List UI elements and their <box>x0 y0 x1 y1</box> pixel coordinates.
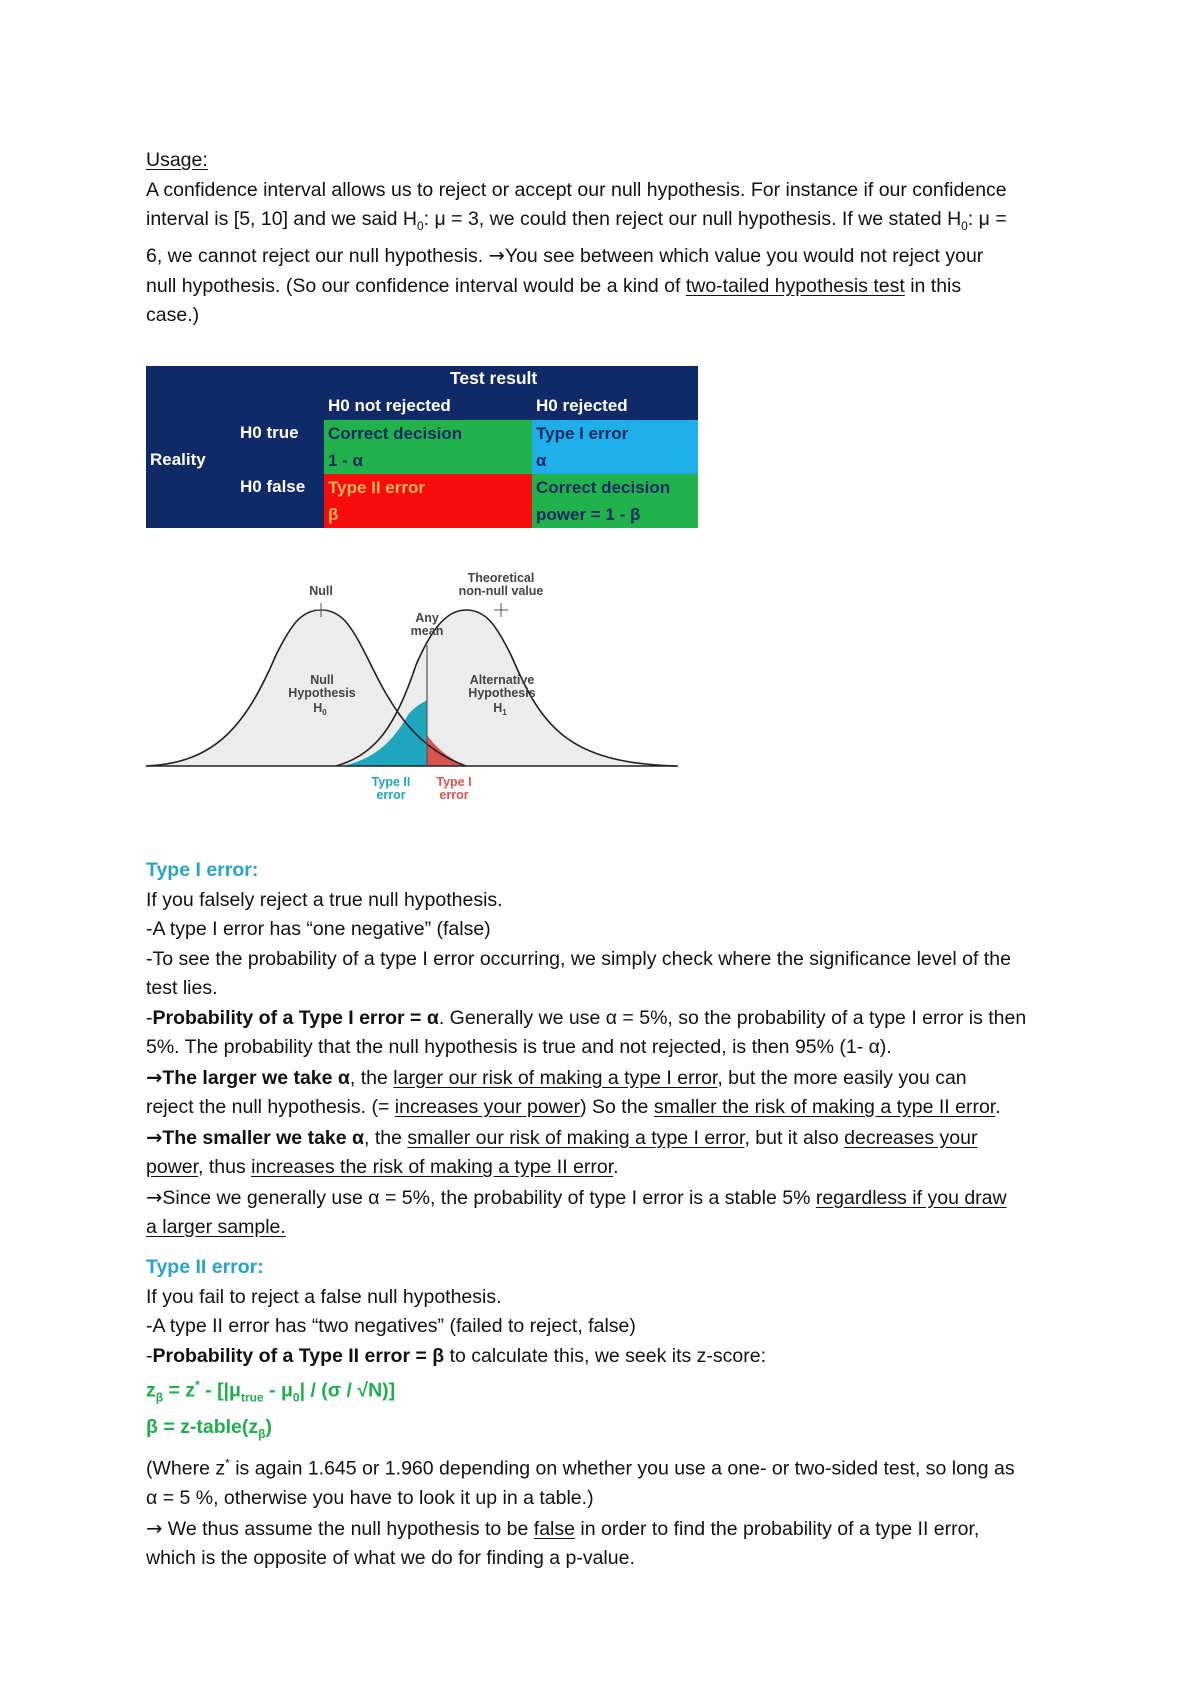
arrow-icon: → <box>146 1516 163 1540</box>
h0-true-label: H0 true <box>240 423 299 442</box>
type1-line-10: power, thus increases the risk of making a type II error. <box>146 1156 619 1178</box>
alt-hyp-label-1: Alternative <box>469 673 535 687</box>
null-hyp-label-1: Null <box>310 673 334 687</box>
usage-section <box>146 146 1066 331</box>
type2-line-6: → We thus assume the null hypothesis to be false in order to find the probability of a type II error, <box>146 1516 980 1540</box>
usage-line-5: case.) <box>146 304 200 327</box>
type1-line-5: -Probability of a Type I error = α. Generally we use α = 5%, so the probability of a type I error is then <box>146 1006 1027 1029</box>
type1-line-3: -To see the probability of a type I error occurring, we simply check where the significance level of the <box>146 947 1011 970</box>
distribution-figure <box>146 555 686 810</box>
h0-rejected-label: H0 rejected <box>536 396 628 415</box>
theoretical-label-1: Theoretical <box>467 571 535 585</box>
type1-line-8: reject the null hypothesis. (= increases your power) So the smaller the risk of making a type II error. <box>146 1096 1001 1118</box>
type1-line-4: test lies. <box>146 977 218 999</box>
arrow-icon: → <box>146 1065 163 1089</box>
type2-label-1: Type II <box>371 775 411 789</box>
reality-label: Reality <box>150 450 206 469</box>
type1-label-1: Type I <box>436 775 472 789</box>
type2-line-5: α = 5 %, otherwise you have to look it up in a table.) <box>146 1487 594 1510</box>
two-tailed-link: two-tailed hypothesis test <box>685 274 905 297</box>
type2-line-1: If you fail to reject a false null hypothesis. <box>146 1285 502 1308</box>
type2-line-2: -A type II error has “two negatives” (failed to reject, false) <box>146 1315 636 1337</box>
usage-line-2: interval is [5, 10] and we said $H_0$: μ = 3, we could then reject our null hypothesis. If we stated $H_0$: μ = <box>146 208 1007 233</box>
null-hyp-label-3: $H_0$ <box>313 701 327 717</box>
type1-line-11: →Since we generally use α = 5%, the probability of type I error is a stable 5% regardless if you draw <box>146 1185 1007 1209</box>
test-result-label: Test result <box>450 368 538 388</box>
usage-line-3: 6, we cannot reject our null hypothesis. →You see between which value you would not reject your <box>146 244 984 268</box>
type2-line-7: which is the opposite of what we do for finding a p-value. <box>146 1547 635 1570</box>
alt-hyp-label-2: Hypothesis <box>468 686 536 700</box>
type2-line-4: (Where z* is again 1.645 or 1.960 depending on whether you use a one- or two-sided test, so long as <box>146 1456 1015 1480</box>
hypothesis-curves <box>146 555 686 810</box>
type1-line-12: a larger sample. <box>146 1216 286 1238</box>
h0-not-rejected-label: H0 not rejected <box>328 396 451 415</box>
arrow-icon: → <box>146 1125 163 1149</box>
usage-heading: Usage: <box>146 149 208 171</box>
formula-beta: $\beta = z-table(z_\beta)$ <box>146 1415 272 1441</box>
cell-correct-decision-2: Correct decision power = 1 - β <box>532 474 698 528</box>
any-mean-label-1: Any <box>415 611 439 625</box>
type1-line-7: →The larger we take α, the larger our risk of making a type I error, but the more easily you can <box>146 1065 967 1089</box>
null-label: Null <box>309 584 333 598</box>
usage-line-1: A confidence interval allows us to reject or accept our null hypothesis. For instance if our confidence <box>146 178 1007 201</box>
formula-z-beta: $z_\beta = z^* - [|\mu_{true} - \mu_0| / (\sigma / √N)]$ <box>146 1378 396 1405</box>
null-hyp-label-2: Hypothesis <box>288 686 356 700</box>
type1-line-9: →The smaller we take α, the smaller our risk of making a type I error, but it also decreases your <box>146 1125 978 1149</box>
h0-false-label: H0 false <box>240 477 306 496</box>
type1-label-2: error <box>439 788 469 802</box>
type2-line-3: -Probability of a Type II error = β to calculate this, we seek its z-score: <box>146 1344 767 1367</box>
arrow-icon: → <box>146 1185 163 1209</box>
type1-line-2: -A type I error has “one negative” (false) <box>146 918 491 940</box>
cell-type2-error: Type II error β <box>324 474 532 528</box>
type1-section <box>146 856 1086 1243</box>
type2-section <box>146 1253 1086 1574</box>
any-mean-label-2: mean <box>410 624 444 638</box>
theoretical-label-2: non-null value <box>458 584 544 598</box>
type1-line-6: 5%. The probability that the null hypothesis is true and not rejected, is then 95% (1- α). <box>146 1036 892 1058</box>
error-table <box>146 366 698 528</box>
type2-label-2: error <box>376 788 406 802</box>
cell-type1-error: Type I error α <box>532 420 698 474</box>
usage-line-4: null hypothesis. (So our confidence interval would be a kind of two-tailed hypothesis test in this <box>146 274 962 297</box>
type2-heading: Type II error: <box>146 1256 264 1278</box>
arrow-icon: → <box>488 244 505 268</box>
alt-hyp-label-3: $H_1$ <box>493 701 507 717</box>
type1-heading: Type I error: <box>146 859 259 881</box>
type1-line-1: If you falsely reject a true null hypothesis. <box>146 888 503 911</box>
cell-correct-decision-1: Correct decision 1 - α <box>324 420 532 474</box>
